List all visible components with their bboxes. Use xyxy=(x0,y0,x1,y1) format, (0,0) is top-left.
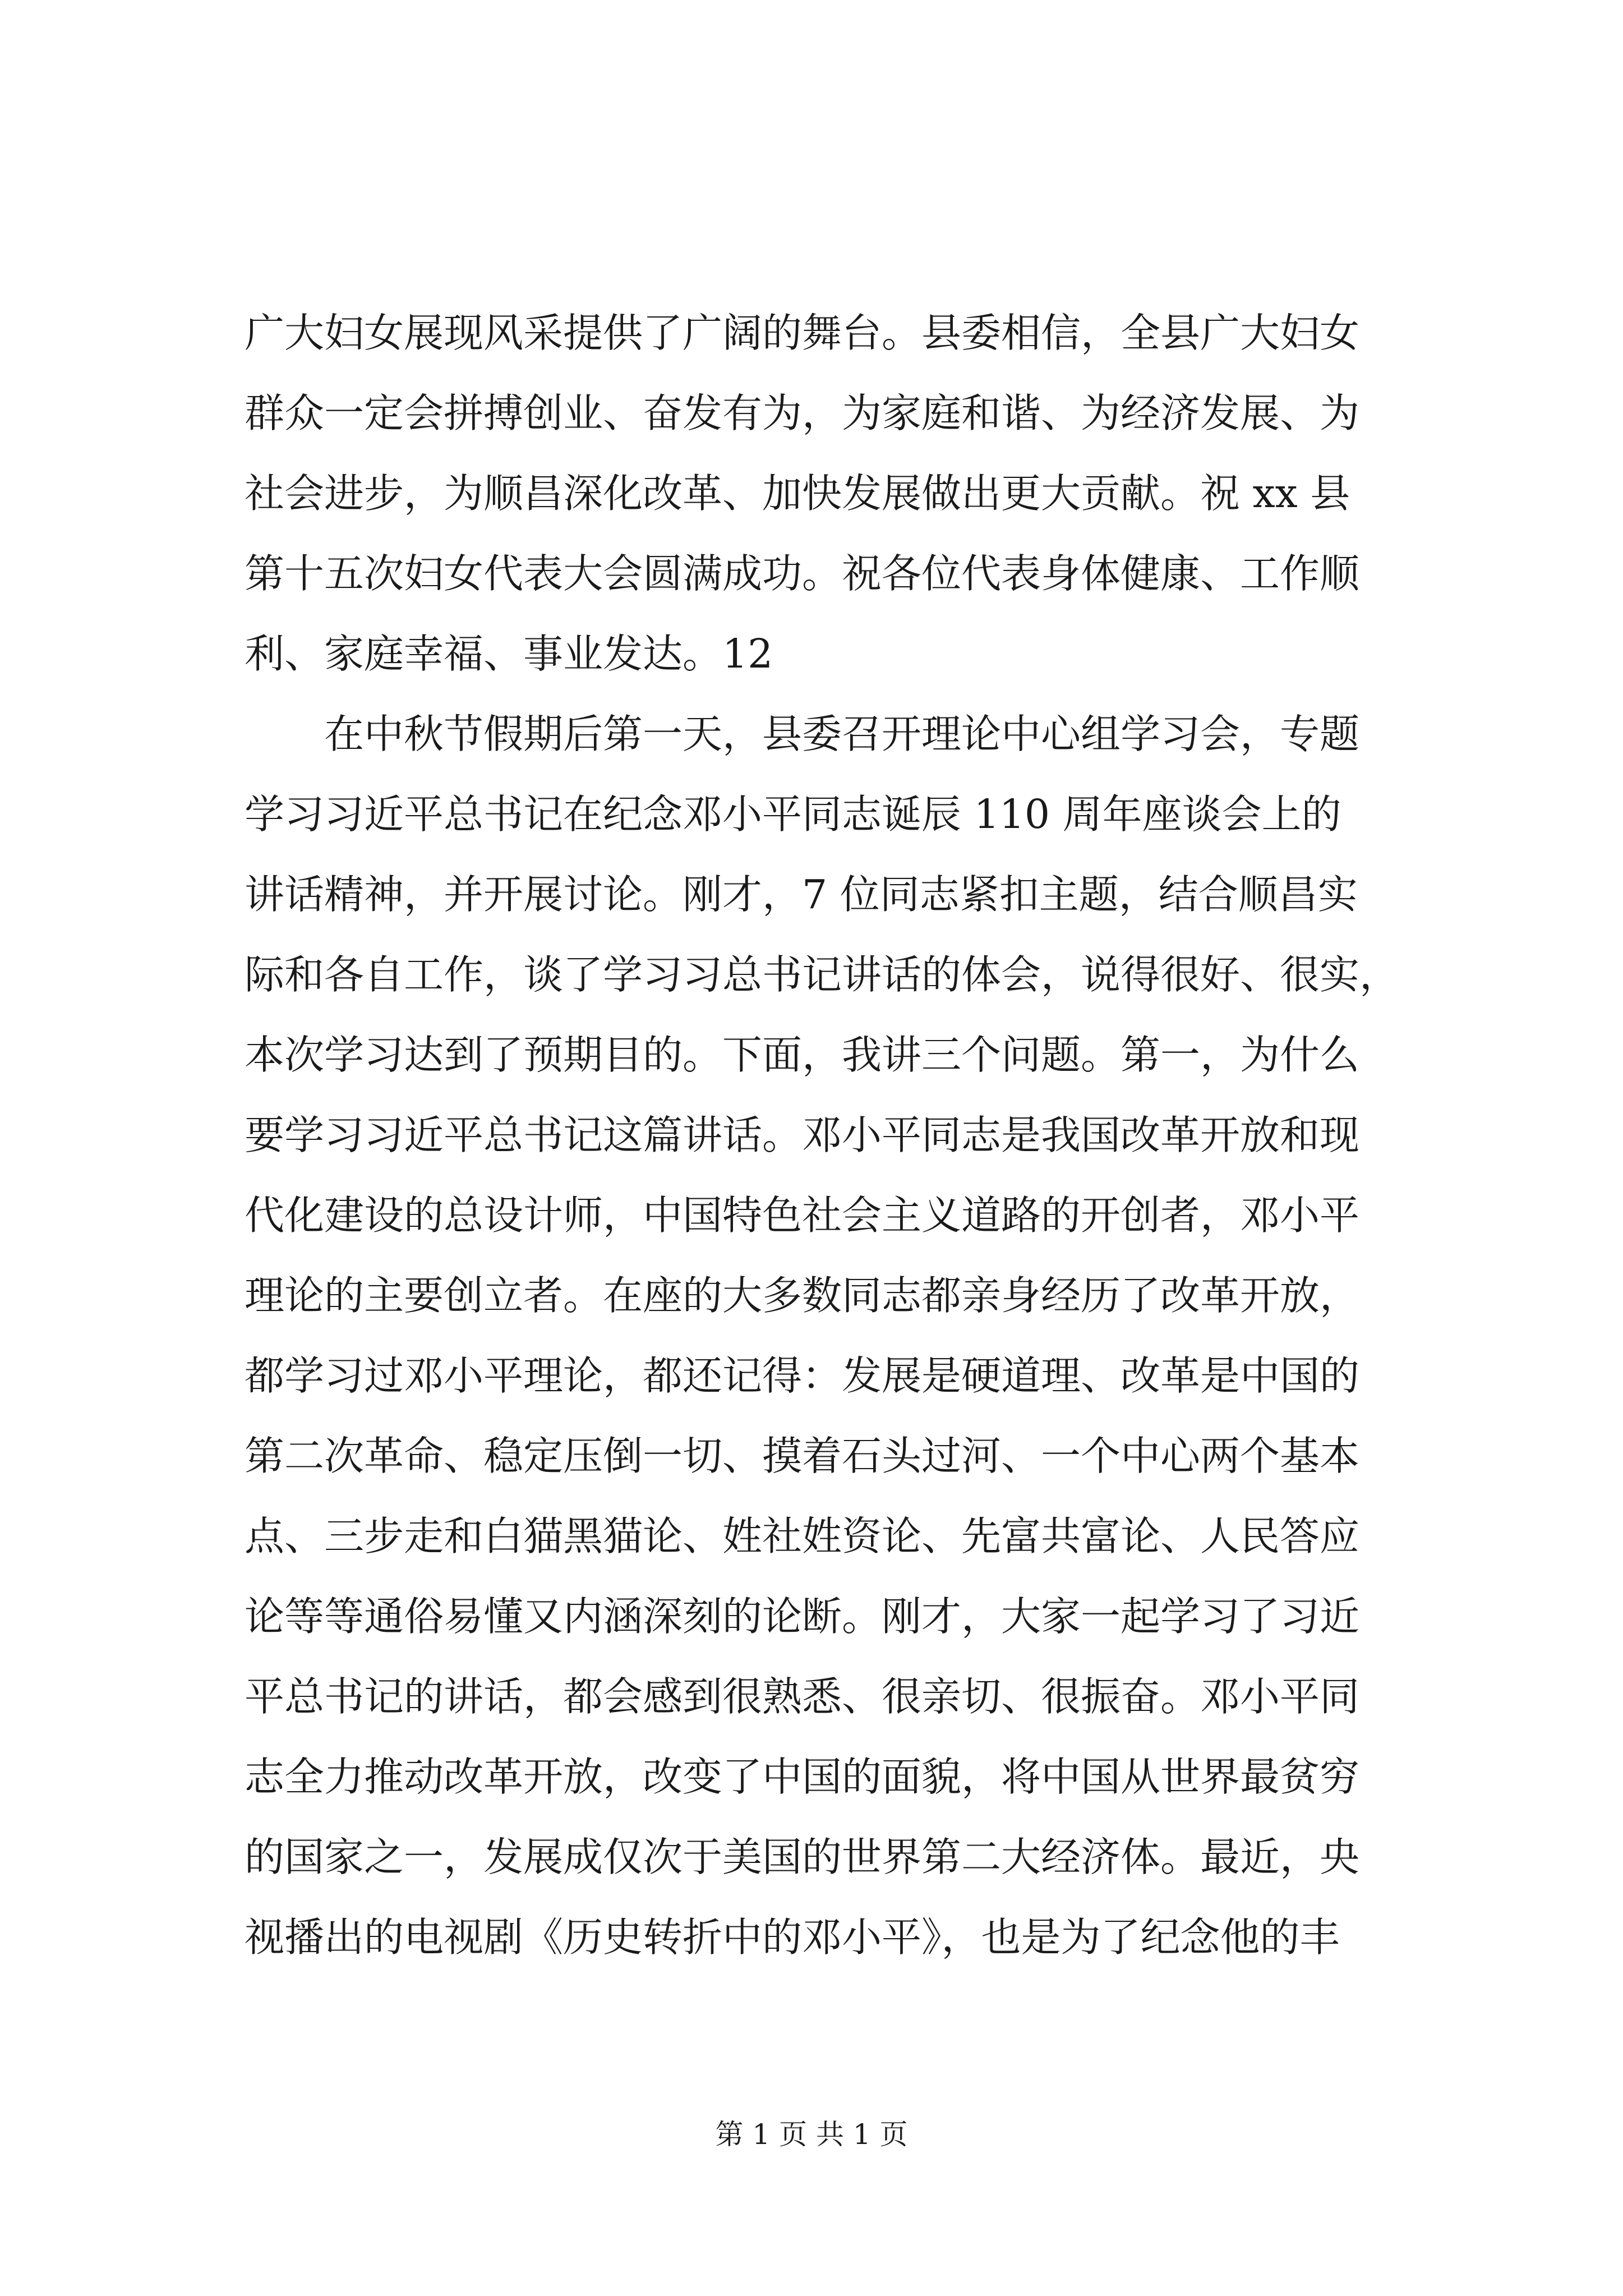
text-line: 在中秋节假期后第一天，县委召开理论中心组学习会，专题 xyxy=(245,711,1360,757)
page-footer: 第 1 页 共 1 页 xyxy=(715,2118,908,2151)
text-line: 都学习过邓小平理论，都还记得：发展是硬道理、改革是中国的 xyxy=(245,1352,1360,1399)
text-line: 学习习近平总书记在纪念邓小平同志诞辰 110 周年座谈会上的 xyxy=(245,791,1341,838)
text-line: 利、家庭幸福、事业发达。12 xyxy=(245,631,773,677)
text-line: 要学习习近平总书记这篇讲话。邓小平同志是我国改革开放和现 xyxy=(245,1112,1360,1158)
text-line: 第十五次妇女代表大会圆满成功。祝各位代表身体健康、工作顺 xyxy=(245,550,1360,597)
text-line: 社会进步，为顺昌深化改革、加快发展做出更大贡献。祝 xx 县 xyxy=(245,470,1350,517)
text-line: 第二次革命、稳定压倒一切、摸着石头过河、一个中心两个基本 xyxy=(245,1433,1360,1479)
text-line: 本次学习达到了预期目的。下面，我讲三个问题。第一，为什么 xyxy=(245,1032,1360,1078)
text-line: 视播出的电视剧《历史转折中的邓小平》，也是为了纪念他的丰 xyxy=(245,1914,1340,1961)
text-line: 群众一定会拼搏创业、奋发有为，为家庭和谐、为经济发展、为 xyxy=(245,390,1360,436)
text-line: 广大妇女展现风采提供了广阔的舞台。县委相信，全县广大妇女 xyxy=(245,310,1360,356)
text-line: 点、三步走和白猫黑猫论、姓社姓资论、先富共富论、人民答应 xyxy=(245,1513,1360,1559)
text-line: 论等等通俗易懂又内涵深刻的论断。刚才，大家一起学习了习近 xyxy=(245,1593,1360,1640)
text-line: 平总书记的讲话，都会感到很熟悉、很亲切、很振奋。邓小平同 xyxy=(245,1673,1360,1720)
text-line: 际和各自工作，谈了学习习总书记讲话的体会，说得很好、很实， xyxy=(245,951,1400,998)
text-line: 理论的主要创立者。在座的大多数同志都亲身经历了改革开放， xyxy=(245,1272,1360,1319)
text-line: 代化建设的总设计师，中国特色社会主义道路的开创者，邓小平 xyxy=(245,1192,1360,1239)
body-text xyxy=(245,293,1428,1977)
text-line: 志全力推动改革开放，改变了中国的面貌，将中国从世界最贫穷 xyxy=(245,1754,1360,1800)
text-line: 的国家之一，发展成仅次于美国的世界第二大经济体。最近，央 xyxy=(245,1834,1360,1880)
text-line: 讲话精神，并开展讨论。刚才，7 位同志紧扣主题，结合顺昌实 xyxy=(245,871,1358,918)
